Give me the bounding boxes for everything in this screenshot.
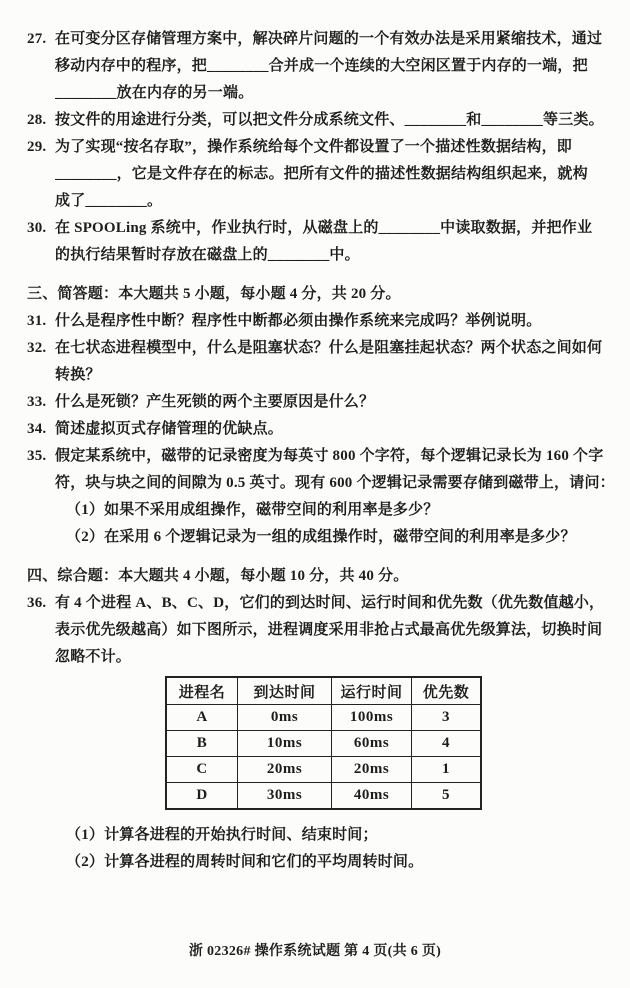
question-30-number: 30.: [27, 220, 47, 236]
question-36-line-1: 有 4 个进程 A、B、C、D，它们的到达时间、运行时间和优先数（优先数值越小，: [55, 595, 605, 611]
question-29-line-1: 为了实现“按名存取”，操作系统给每个文件都设置了一个描述性数据结构，即: [55, 139, 573, 155]
question-29-line-3: 成了________。: [55, 193, 163, 209]
question-28-number: 28.: [27, 112, 47, 128]
question-36-sub-1: （1）计算各进程的开始执行时间、结束时间；: [66, 827, 378, 843]
process-table: [165, 676, 482, 810]
table-header-process-name: 进程名: [166, 677, 238, 705]
process-table-row-A: [166, 705, 481, 731]
page-footer: 浙 02326# 操作系统试题 第 4 页(共 6 页): [188, 944, 442, 959]
table-cell: 0ms: [238, 705, 332, 731]
question-27: [0, 26, 630, 107]
section-4-header: 四、综合题：本大题共 4 小题，每小题 10 分，共 40 分。: [27, 568, 409, 584]
question-32-line-1: 在七状态进程模型中，什么是阻塞状态？什么是阻塞挂起状态？两个状态之间如何: [55, 340, 603, 356]
spacer: [0, 551, 630, 563]
process-table-row-C: [166, 757, 481, 783]
question-35-sub-2: （2）在采用 6 个逻辑记录为一组的成组操作时，磁带空间的利用率是多少？: [66, 529, 576, 545]
question-34-line-1: 简述虚拟页式存储管理的优缺点。: [55, 421, 284, 437]
question-28-line-1: 按文件的用途进行分类，可以把文件分成系统文件、________和________等三类。: [55, 112, 604, 128]
table-cell: C: [166, 757, 238, 783]
question-33: [0, 389, 630, 416]
table-cell: 1: [412, 757, 482, 783]
question-33-line-1: 什么是死锁？产生死锁的两个主要原因是什么？: [55, 394, 375, 410]
question-29-number: 29.: [27, 139, 47, 155]
table-cell: A: [166, 705, 238, 731]
table-cell: 20ms: [238, 757, 332, 783]
spacer: [0, 269, 630, 281]
table-cell: 4: [412, 731, 482, 757]
question-31-number: 31.: [27, 313, 47, 329]
table-cell: 100ms: [332, 705, 412, 731]
question-36-sub-2: （2）计算各进程的周转时间和它们的平均周转时间。: [66, 854, 424, 870]
table-cell: 40ms: [332, 783, 412, 810]
question-35: [0, 443, 630, 551]
table-cell: 10ms: [238, 731, 332, 757]
process-table-header-row: [166, 677, 481, 705]
question-32-line-2: 转换？: [55, 367, 101, 383]
table-header-run-time: 运行时间: [332, 677, 412, 705]
question-28: [0, 107, 630, 134]
table-header-priority: 优先数: [412, 677, 482, 705]
table-cell: 5: [412, 783, 482, 810]
question-35-line-1: 假定某系统中，磁带的记录密度为每英寸 800 个字符，每个逻辑记录长为 160 个字: [55, 448, 604, 464]
question-31: [0, 308, 630, 335]
process-table-row-B: [166, 731, 481, 757]
question-35-number: 35.: [27, 448, 47, 464]
question-34: [0, 416, 630, 443]
table-cell: D: [166, 783, 238, 810]
table-header-arrival-time: 到达时间: [238, 677, 332, 705]
question-27-line-2: 移动内存中的程序，把________合并成一个连续的大空闲区置于内存的一端，把: [55, 58, 588, 74]
question-36-line-2: 表示优先级越高）如下图所示，进程调度采用非抢占式最高优先级算法，切换时间: [55, 622, 603, 638]
question-29-line-2: ________，它是文件存在的标志。把所有文件的描述性数据结构组织起来，就构: [55, 166, 588, 182]
table-cell: 30ms: [238, 783, 332, 810]
question-35-line-2: 符，块与块之间的间隙为 0.5 英寸。现有 600 个逻辑记录需要存储到磁带上，请问：: [55, 475, 615, 491]
process-table-row-D: [166, 783, 481, 810]
table-cell: B: [166, 731, 238, 757]
question-32-number: 32.: [27, 340, 47, 356]
question-36-line-3: 忽略不计。: [55, 649, 132, 665]
table-cell: 60ms: [332, 731, 412, 757]
question-35-sub-1: （1）如果不采用成组操作，磁带空间的利用率是多少？: [66, 502, 439, 518]
table-cell: 3: [412, 705, 482, 731]
question-32: [0, 335, 630, 389]
question-34-number: 34.: [27, 421, 47, 437]
question-27-number: 27.: [27, 31, 47, 47]
question-30: [0, 215, 630, 269]
question-30-line-1: 在 SPOOLing 系统中，作业执行时，从磁盘上的________中读取数据，并把作业: [55, 220, 593, 236]
question-36: [0, 590, 630, 876]
section-3-header: 三、简答题：本大题共 5 小题，每小题 4 分，共 20 分。: [27, 286, 401, 302]
question-30-line-2: 的执行结果暂时存放在磁盘上的________中。: [55, 247, 360, 263]
table-cell: 20ms: [332, 757, 412, 783]
question-33-number: 33.: [27, 394, 47, 410]
question-36-number: 36.: [27, 595, 47, 611]
question-27-line-1: 在可变分区存储管理方案中，解决碎片问题的一个有效办法是采用紧缩技术，通过: [55, 31, 603, 47]
exam-content: [0, 26, 630, 876]
question-29: [0, 134, 630, 215]
question-27-line-3: ________放在内存的另一端。: [55, 85, 254, 101]
question-31-line-1: 什么是程序性中断？程序性中断都必须由操作系统来完成吗？举例说明。: [55, 313, 542, 329]
